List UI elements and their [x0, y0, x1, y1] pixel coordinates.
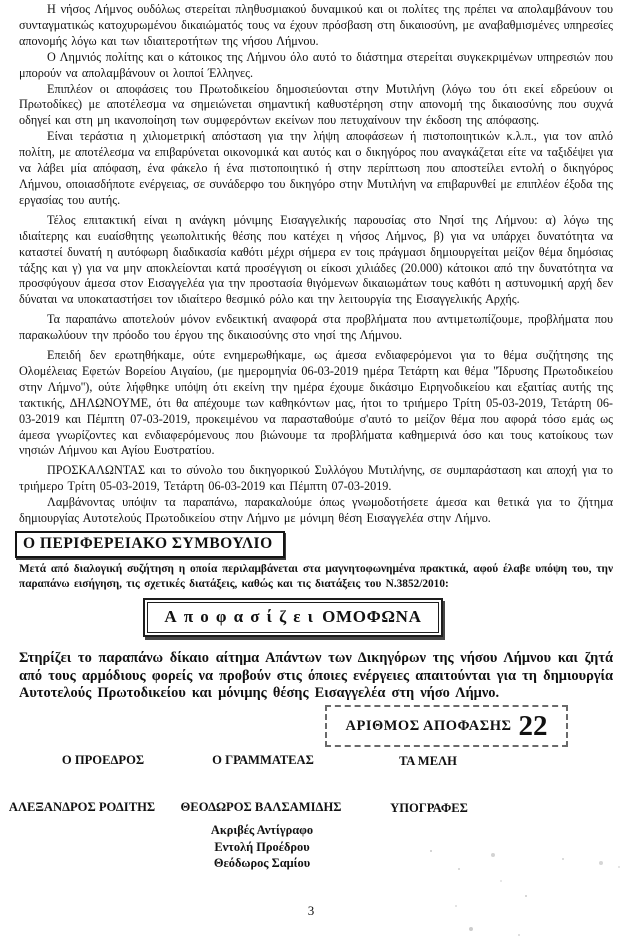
decision-number-box [325, 705, 568, 747]
certification-line: Εντολή Προέδρου [214, 839, 310, 854]
decision-number-value: 22 [518, 709, 548, 742]
certification-block [211, 822, 313, 872]
body-paragraph: Τέλος επιτακτική είναι η ανάγκη μόνιμης Εισαγγελικής παρουσίας στο Νησί της Λήμνου: α) λόγω της ιδιαίτερης και ευαίσθητης γεωπολιτικής θέσης που κατέχει η νήσος Λήμνος, β) για να υπάρχει δυνατότητα να καταστεί δυνατή η αυτόφωρη διαδικασία καθότι μέχρι σήμερα εν τοις πράγμασι δημιουργείται μείζον θέμα δημόσιας τάξης και γ) για να μην αποκλείονται κατά προσέγγιση οι είκοσι χιλιάδες (20.000) κάτοικοι από την δυνατότητα να προσφύγουν άμεσα στον Εισαγγελέα για την προστασία θιγόμενων δικαιωμάτων τους καθότι η αστυνομική αρχή δεν δύναται να υποκαταστήσει τον ιδιαίτερο θεσμικό ρόλο και την λειτουργία της Εισαγγελικής Αρχής. [19, 212, 613, 307]
decision-word-spaced: Αποφασίζει [164, 607, 321, 627]
president-title: Ο ΠΡΟΕΔΡΟΣ [61, 753, 145, 767]
decision-box-text [147, 602, 439, 633]
secretary-name: ΘΕΟΔΩΡΟΣ ΒΑΛΣΑΜΙΔΗΣ [180, 800, 342, 814]
council-header-label: Ο ΠΕΡΙΦΕΡΕΙΑΚΟ ΣΥΜΒΟΥΛΙΟ [23, 535, 273, 552]
body-paragraph: Τα παραπάνω αποτελούν μόνον ενδεικτική αναφορά στα προβλήματα που αντιμετωπίζουμε, προβλήματα που παρακωλύουν την πρόοδο του έργου της δικαιοσύνης στο νησί της Λήμνου. [19, 312, 613, 343]
secretary-title: Ο ΓΡΑΜΜΑΤΕΑΣ [212, 753, 314, 767]
page-number: 3 [307, 903, 315, 918]
body-paragraph: Επιπλέον οι αποφάσεις του Πρωτοδικείου δημοσιεύονται στην Μυτιλήνη (λόγω του ότι εκεί εδρεύουν οι Πρωτοδίκες) με αποτέλεσμα να σημειώνεται σημαντική καθυστέρηση στην απονομή της δικαιοσύνης που συχνά οδηγεί και στη μη ικανοποίηση των συμφερόντων εκείνων που πετυχαίνουν την έκδοση της απόφασης. [19, 81, 613, 128]
body-paragraph: Λαμβάνοντας υπόψιν τα παραπάνω, παρακαλούμε όπως γνωμοδοτήσετε άμεσα και θετικά για το ζήτημα δημιουργίας Αυτοτελούς Πρωτοδικείου στην Λήμνο με μόνιμη θέση Εισαγγελέα στην Λήμνο. [19, 495, 613, 526]
president-name: ΑΛΕΞΑΝΔΡΟΣ ΡΟΔΙΤΗΣ [8, 800, 156, 814]
body-paragraph: Επειδή δεν ερωτηθήκαμε, ούτε ενημερωθήκαμε, ως άμεσα ενδιαφερόμενοι για το θέμα συζήτησης της Ολομέλειας Εφετών Βορείου Αιγαίου, (με ημερομηνία 06-03-2019 ημέρα Τετάρτη και θέμα ''Ίδρυσης Πρωτοδικείου στην Λήμνο''), ούτε λήφθηκε υπόψη ότι εκείνη την ημέρα έχουμε δικάσιμο Ειρηνοδικείου και εξαιτίας αυτής της τακτικής, ΔΗΛΩΝΟΥΜΕ, ότι θα απέχουμε των καθηκόντων μας, ήτοι το τριήμερο Τρίτη 05-03-2019, Τετάρτη 06-03-2019 και Πέμπτη 07-03-2019, προκειμένου να παρασταθούμε σ'αυτό το μείζον θέμα που αφορά τόσο εμάς ως άμεσα γνωρίζοντες και ενδιαφερόμενους που βιώνουμε τα προβλήματα καθημερινά όσο και τους κατοίκους των νησιών Λήμνου και Αγίου Ευστρατίου. [19, 348, 613, 458]
members-title: ΤΑ ΜΕΛΗ [399, 754, 457, 768]
body-paragraph: ΠΡΟΣΚΑΛΩΝΤΑΣ και το σύνολο του δικηγορικού Συλλόγου Μυτιλήνης, σε συμπαράσταση και αποχή για το τριήμερο Τρίτη 05-03-2019, Τετάρτη 06-03-2019 και Πέμπτη 07-03-2019. [19, 463, 613, 494]
decision-number-label: ΑΡΙΘΜΟΣ ΑΠΟΦΑΣΗΣ [345, 717, 512, 734]
decision-text-paragraph: Στηρίζει το παραπάνω δίκαιο αίτημα Απάντων των Δικηγόρων της νήσου Λήμνου και ζητά από τους αρμόδιους φορείς να προβούν στις όποιες ενέργειες απαιτούνται για τη δημιουργία Αυτοτελούς Πρωτοδικείου και μόνιμης θέσης Εισαγγελέα στη νήσο Λήμνο. [19, 650, 613, 701]
certification-line: Ακριβές Αντίγραφο [210, 823, 314, 837]
scan-noise-specks [430, 850, 432, 852]
body-paragraph: Είναι τεράστια η χιλιομετρική απόσταση για την λήψη αποφάσεων ή πιστοποιητικών κ.λ.π., για τον απλό πολίτη, με αποτέλεσμα να επιβαρύνεται οικονομικά και αυτός και ο δικηγόρος που αναγκάζεται είτε να ταξιδέψει για να λάβει μία απόφαση, ένα φάκελο ή ένα πιστοποιητικό ή στην περίπτωση που αποστείλει εντολή ο δικηγόρος Λήμνου, οποιασδήποτε ενέργειας, σε συνάδερφο του δικηγόρο στην Μυτιλήνη να επιβαρυνθεί με επιπλέον έξοδα της εργασίας του αυτής. [19, 129, 613, 207]
council-intro-paragraph: Μετά από διαλογική συζήτηση η οποία περιλαμβάνεται στα μαγνητοφωνημένα πρακτικά, αφού έλαβε υπόψη του, την παραπάνω εισήγηση, τις σχετικές διατάξεις, καθώς και τις διατάξεις του Ν.3852/2010: [19, 563, 613, 590]
certification-line: Θεόδωρος Σαμίου [213, 856, 311, 871]
body-paragraph: Η νήσος Λήμνος ουδόλως στερείται πληθυσμιακού δυναμικού και οι πολίτες της πρέπει να απολαμβάνουν του συνταγματικώς κατοχυρωμένου δικαιώματός τους να έχουν πρόσβαση στη δικαιοσύνη, με αναβαθμισμένες υπηρεσίες απονομής λόγω και των ιδιαιτεροτήτων της νήσου Λήμνου. [19, 2, 613, 48]
body-paragraph: Ο Λημνιός πολίτης και ο κάτοικος της Λήμνου όλο αυτό το διάστημα στερείται συγκεκριμένων υπηρεσιών που μπορούν να απολαμβάνουν οι λοιποί Έλληνες. [19, 49, 613, 80]
decision-box [143, 598, 443, 637]
decision-word-caps: ΟΜΟΦΩΝΑ [322, 607, 422, 627]
council-header-box [15, 531, 285, 558]
members-signatures-label: ΥΠΟΓΡΑΦΕΣ [390, 801, 468, 815]
